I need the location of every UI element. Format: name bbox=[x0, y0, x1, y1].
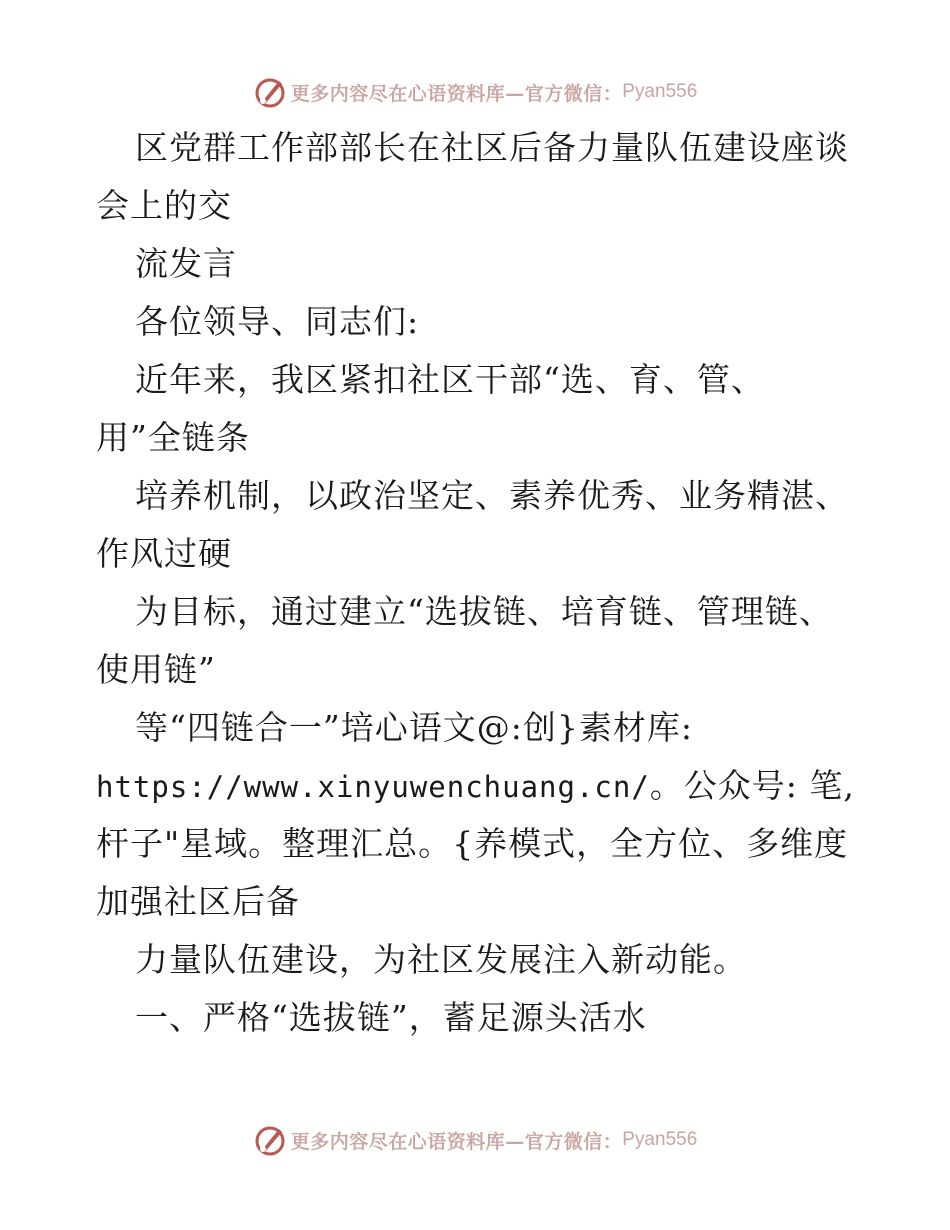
paragraph-line: 等“四链合一”培心语文@:创}素材库: bbox=[135, 708, 693, 747]
paragraph-line: 为目标，通过建立“选拔链、培育链、管理链、 bbox=[135, 592, 833, 631]
quill-logo-icon bbox=[253, 75, 287, 109]
title-line-3: 流发言 bbox=[135, 244, 237, 283]
paragraph-line-text: 。公众号: 笔, bbox=[649, 766, 855, 805]
watermark-text: 更多内容尽在心语资料库—官方微信： bbox=[290, 82, 623, 105]
title-line-2: 会上的交 bbox=[96, 186, 232, 225]
url-text: https://www.xinyuwenchuang.cn/ bbox=[96, 770, 650, 804]
title-line-1: 区党群工作部部长在社区后备力量队伍建设座谈 bbox=[135, 128, 849, 167]
paragraph-line: 力量队伍建设，为社区发展注入新动能。 bbox=[135, 940, 747, 979]
paragraph-line: 近年来，我区紧扣社区干部“选、育、管、 bbox=[135, 360, 765, 399]
salutation: 各位领导、同志们: bbox=[135, 302, 420, 341]
paragraph-line: 使用链” bbox=[96, 650, 216, 689]
paragraph-line-with-url bbox=[96, 757, 855, 815]
paragraph-line: 加强社区后备 bbox=[96, 882, 300, 921]
paragraph-line: 杆子"星域。整理汇总。{养模式，全方位、多维度 bbox=[96, 824, 849, 863]
paragraph-line: 用”全链条 bbox=[96, 418, 250, 457]
watermark-wechat-id: Pyan556 bbox=[622, 1129, 698, 1150]
quill-logo-icon bbox=[253, 1123, 287, 1157]
section-heading: 一、严格“选拔链”，蓄足源头活水 bbox=[135, 998, 647, 1037]
paragraph-line: 作风过硬 bbox=[96, 534, 232, 573]
header-watermark bbox=[0, 72, 950, 112]
watermark-wechat-id: Pyan556 bbox=[622, 81, 698, 102]
paragraph-line: 培养机制，以政治坚定、素养优秀、业务精湛、 bbox=[135, 476, 849, 515]
footer-watermark bbox=[0, 1120, 950, 1160]
watermark-text: 更多内容尽在心语资料库—官方微信： bbox=[290, 1130, 623, 1153]
